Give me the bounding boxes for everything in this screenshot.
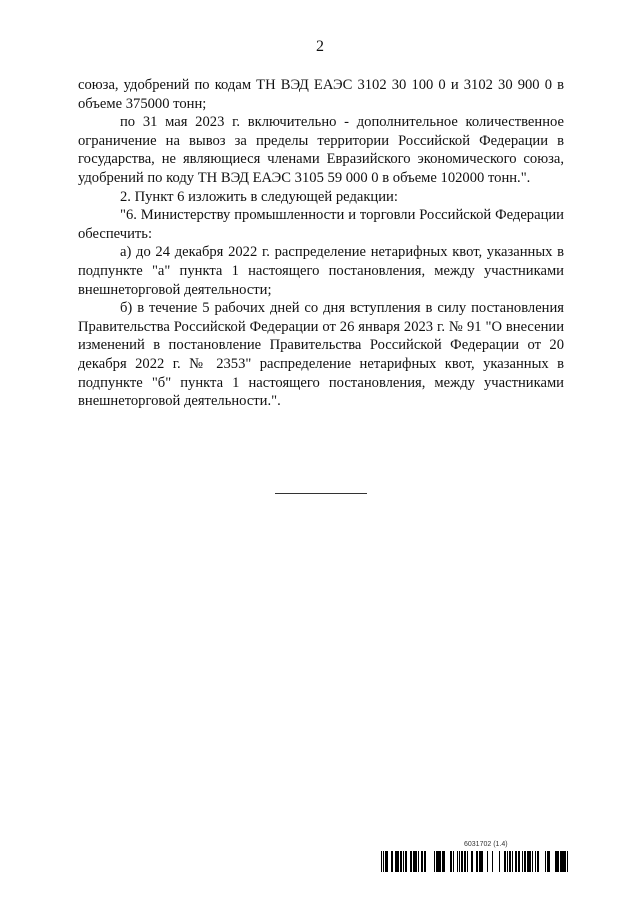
paragraph-item-6: "6. Министерству промышленности и торговли Российской Федерации обеспечить: xyxy=(78,207,564,242)
paragraph-subitem-a: а) до 24 декабря 2022 г. распределение нетарифных квот, указанных в подпункте "а" пункта 1 настоящего постановления, между участниками внешнеторговой деятельности; xyxy=(78,244,564,298)
document-body xyxy=(78,76,564,411)
barcode-id: 6031702 (1.4) xyxy=(464,841,508,848)
end-separator-line xyxy=(275,493,367,494)
paragraph-continuation: союза, удобрений по кодам ТН ВЭД ЕАЭС 3102 30 100 0 и 3102 30 900 0 в объеме 375000 тонн; xyxy=(78,77,564,112)
paragraph-deadline: по 31 мая 2023 г. включительно - дополнительное количественное ограничение на вывоз за пределы территории Российской Федерации в государства, не являющиеся членами Евразийского экономического союза, удобрений по коду ТН ВЭД ЕАЭС 3105 59 000 0 в объеме 102000 тонн.". xyxy=(78,114,564,186)
paragraph-subitem-b: б) в течение 5 рабочих дней со дня вступления в силу постановления Правительства Российской Федерации от 26 января 2023 г. № 91 "О внесении изменений в постановление Правительства Российской Федерации от 20 декабря 2022 г. № 2353" распределение нетарифных квот, указанных в подпункте "б" пункта 1 настоящего постановления, между участниками внешнеторговой деятельности.". xyxy=(78,300,564,410)
page-number: 2 xyxy=(316,38,324,55)
barcode-image xyxy=(381,851,568,872)
paragraph-item-2: 2. Пункт 6 изложить в следующей редакции: xyxy=(120,188,398,205)
